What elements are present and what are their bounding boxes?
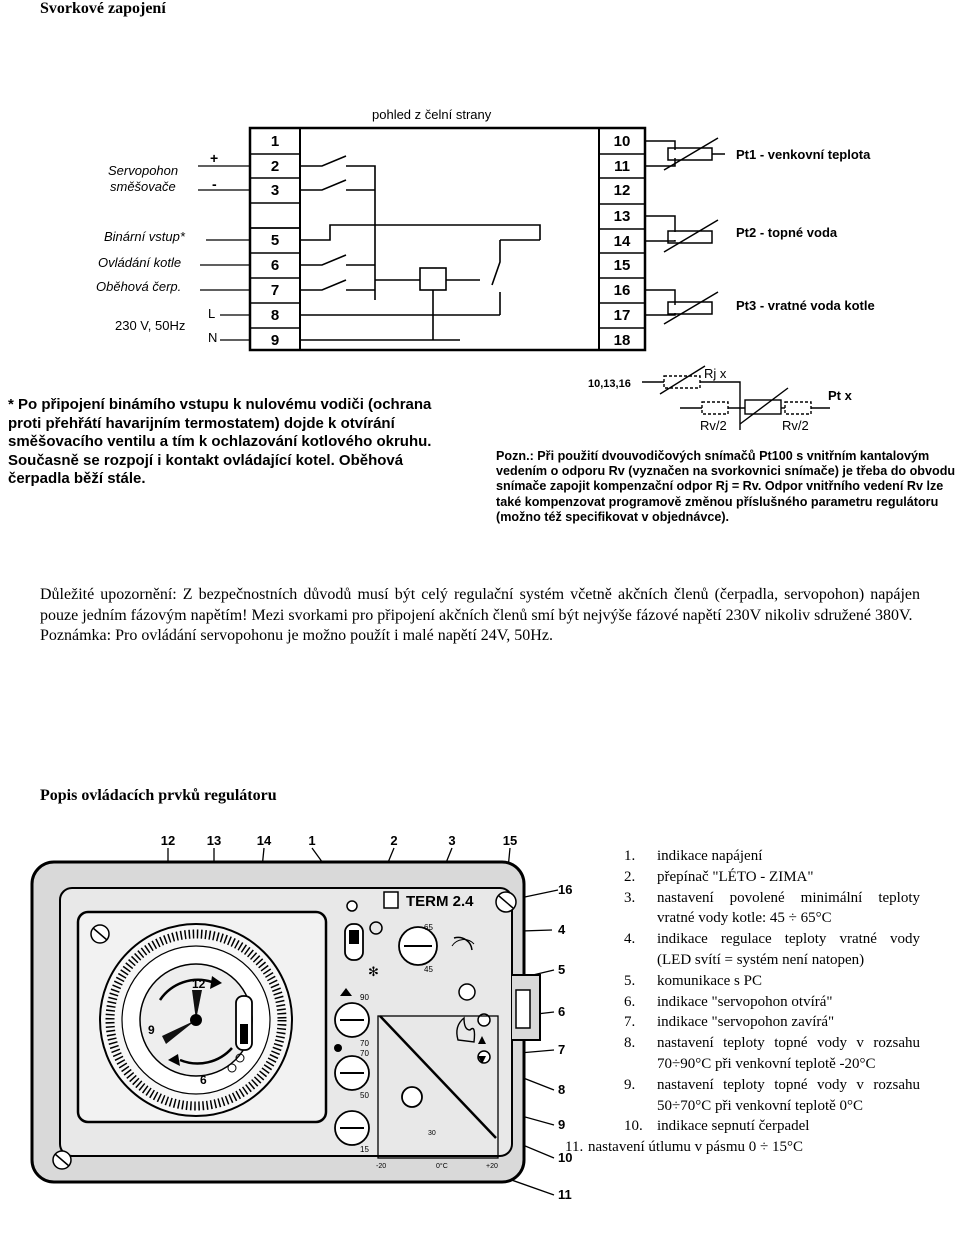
terminal-12: 12 xyxy=(613,182,631,199)
label-plus: + xyxy=(210,150,219,166)
wiring-header: pohled z čelní strany xyxy=(372,107,492,122)
legend-number: 3. xyxy=(624,889,636,906)
legend-item xyxy=(560,888,920,930)
svg-text:✻: ✻ xyxy=(368,964,379,979)
label-N: N xyxy=(208,330,218,345)
label-servo-1: Servopohon xyxy=(108,163,179,178)
legend-item xyxy=(560,992,920,1013)
scale-50: 50 xyxy=(360,1091,369,1100)
label-minus: - xyxy=(212,176,217,192)
terminal-16: 16 xyxy=(613,282,631,299)
clock-9: 9 xyxy=(148,1023,155,1037)
label-boiler-control: Ovládání kotle xyxy=(98,255,182,270)
knob-3-65: 65 xyxy=(424,923,433,932)
scale-70a: 70 xyxy=(360,1039,369,1048)
label-pt3: Pt3 - vratné voda kotle xyxy=(736,298,875,313)
legend-item xyxy=(560,971,920,992)
terminal-14: 14 xyxy=(613,233,631,250)
terminal-13: 13 xyxy=(613,208,631,225)
terminal-3: 3 xyxy=(270,182,280,199)
terminal-5: 5 xyxy=(270,232,280,249)
scale-70b: 70 xyxy=(360,1049,369,1058)
terminal-8: 8 xyxy=(270,307,280,324)
knob-3-45: 45 xyxy=(424,965,433,974)
panel-brand: TERM 2.4 xyxy=(406,893,474,910)
legend-text: nastavení teploty topné vody v rozsahu 50÷70°C při venkovní teplotě 0°C xyxy=(657,1076,920,1114)
notice-paragraph-1: Důležité upozornění: Z bezpečnostních důvodů musí být celý regulační systém včetně akčních členů (čerpadla, servopohon) napájen pouze jedním fázovým napětím! Mezi svorkami pro připojení akčních členů smí být nejvýše fázové napětí 230V nikoliv sdružené 380V. xyxy=(40,586,920,624)
label-binary-input: Binární vstup* xyxy=(104,229,185,244)
scale-90: 90 xyxy=(360,993,369,1002)
section-title-controls: Popis ovládacích prvků regulátoru xyxy=(40,787,277,804)
legend-number: 11. xyxy=(565,1139,584,1156)
callout-9: 9 xyxy=(558,1117,566,1132)
wiring-footnote: * Po připojení binámího vstupu k nulovému vodiči (ochrana proti přehřátí havarijním termostatem) dojde k otvírání směšovacího ventilu a tím k ochlazování kotlového okruhu. Současně se rozpojí i kontakt ovládající kotel. Oběhová čerpadla běží stále. xyxy=(8,396,432,487)
legend-item xyxy=(560,1137,920,1158)
legend-text: indikace "servopohon zavírá" xyxy=(657,1014,835,1031)
label-pt2: Pt2 - topné voda xyxy=(736,225,838,240)
callout-13: 13 xyxy=(206,833,222,848)
legend-number: 7. xyxy=(624,1014,636,1031)
legend-item xyxy=(560,846,920,867)
legend-number: 2. xyxy=(624,868,636,885)
axis-0: 0°C xyxy=(436,1163,448,1170)
label-ptx: Pt x xyxy=(828,388,852,403)
legend-item xyxy=(560,1116,920,1137)
legend-item xyxy=(560,1012,920,1033)
terminal-11: 11 xyxy=(614,158,630,175)
clock-6: 6 xyxy=(200,1073,207,1087)
callout-8: 8 xyxy=(558,1082,566,1097)
legend-text: indikace "servopohon otvírá" xyxy=(657,993,833,1010)
label-pump: Oběhová čerp. xyxy=(96,279,182,294)
callout-10: 10 xyxy=(558,1150,573,1165)
callout-14: 14 xyxy=(256,833,272,848)
callout-7: 7 xyxy=(558,1042,566,1057)
legend-text: nastavení útlumu v pásmu 0 ÷ 15°C xyxy=(588,1139,804,1156)
terminal-9: 9 xyxy=(270,332,280,349)
legend-text: nastavení teploty topné vody v rozsahu 70÷90°C při venkovní teplotě -20°C xyxy=(657,1035,920,1072)
legend-text: přepínač "LÉTO - ZIMA" xyxy=(657,868,814,885)
scale-15: 15 xyxy=(360,1145,369,1154)
section-title-wiring: Svorkové zapojení xyxy=(40,0,166,17)
callout-2: 2 xyxy=(390,833,398,848)
label-terms: 10,13,16 xyxy=(588,378,631,390)
terminal-18: 18 xyxy=(613,332,631,349)
label-rj: Rj x xyxy=(704,366,727,381)
legend-item xyxy=(560,1033,920,1075)
label-L: L xyxy=(208,306,216,321)
callout-3: 3 xyxy=(448,833,456,848)
notice-paragraph-2: Poznámka: Pro ovládání servopohonu je možno použít i malé napětí 24V, 50Hz. xyxy=(40,627,553,644)
safety-notice xyxy=(40,585,920,647)
terminal-1: 1 xyxy=(270,133,280,150)
callout-4: 4 xyxy=(558,922,566,937)
callout-15: 15 xyxy=(502,833,518,848)
label-rv-right: Rv/2 xyxy=(782,418,809,433)
legend-text: indikace regulace teploty vratné vody (LED svítí = systém není natopen) xyxy=(657,931,920,968)
legend-number: 9. xyxy=(624,1076,636,1093)
label-pt1: Pt1 - venkovní teplota xyxy=(736,147,871,162)
callout-1: 1 xyxy=(308,833,316,848)
clock-12: 12 xyxy=(192,977,206,991)
terminal-6: 6 xyxy=(270,257,280,274)
terminal-2: 2 xyxy=(270,158,280,175)
legend-number: 8. xyxy=(624,1035,636,1052)
label-servo-2: směšovače xyxy=(110,179,176,194)
legend-text: indikace napájení xyxy=(657,848,763,864)
legend-number: 5. xyxy=(624,972,636,989)
controls-legend xyxy=(560,846,920,1158)
terminal-7: 7 xyxy=(270,282,280,299)
legend-number: 10. xyxy=(624,1118,643,1135)
legend-item xyxy=(560,867,920,888)
panel-diagram xyxy=(0,825,600,1205)
callout-11: 11 xyxy=(558,1187,572,1202)
callout-5: 5 xyxy=(558,962,566,977)
callout-12: 12 xyxy=(160,833,176,848)
legend-text: nastavení povolené minimální teploty vratné vody kotle: 45 ÷ 65°C xyxy=(657,889,920,927)
legend-number: 6. xyxy=(624,993,636,1010)
legend-text: komunikace s PC xyxy=(657,972,762,989)
callout-6: 6 xyxy=(558,1004,566,1019)
callout-16: 16 xyxy=(558,882,573,897)
legend-text: indikace sepnutí čerpadel xyxy=(657,1118,810,1135)
axis-plus20: +20 xyxy=(486,1163,498,1170)
label-rv-left: Rv/2 xyxy=(700,418,727,433)
legend-item xyxy=(560,929,920,971)
terminal-10: 10 xyxy=(613,133,631,150)
legend-number: 4. xyxy=(624,931,636,948)
label-voltage: 230 V, 50Hz xyxy=(115,318,186,333)
axis-minus20: -20 xyxy=(376,1163,387,1170)
terminal-15: 15 xyxy=(613,257,631,274)
legend-item xyxy=(560,1075,920,1117)
wiring-note: Pozn.: Při použití dvouvodičových snímačů Pt100 s vnitřním kantalovým vedením o odporu Rv (vyznačen na svorkovnici snímače) je třeba do obvodu snímače zapojit kompenzační odpor Rj = Rv. Odpor vnitřního vedení Rv lze také kompenzovat programově změnou příslušného parametru regulátoru (možno též specifikovat v objednávce). xyxy=(496,449,956,524)
terminal-17: 17 xyxy=(613,307,631,324)
graph-30: 30 xyxy=(428,1130,436,1137)
legend-number: 1. xyxy=(624,848,636,864)
